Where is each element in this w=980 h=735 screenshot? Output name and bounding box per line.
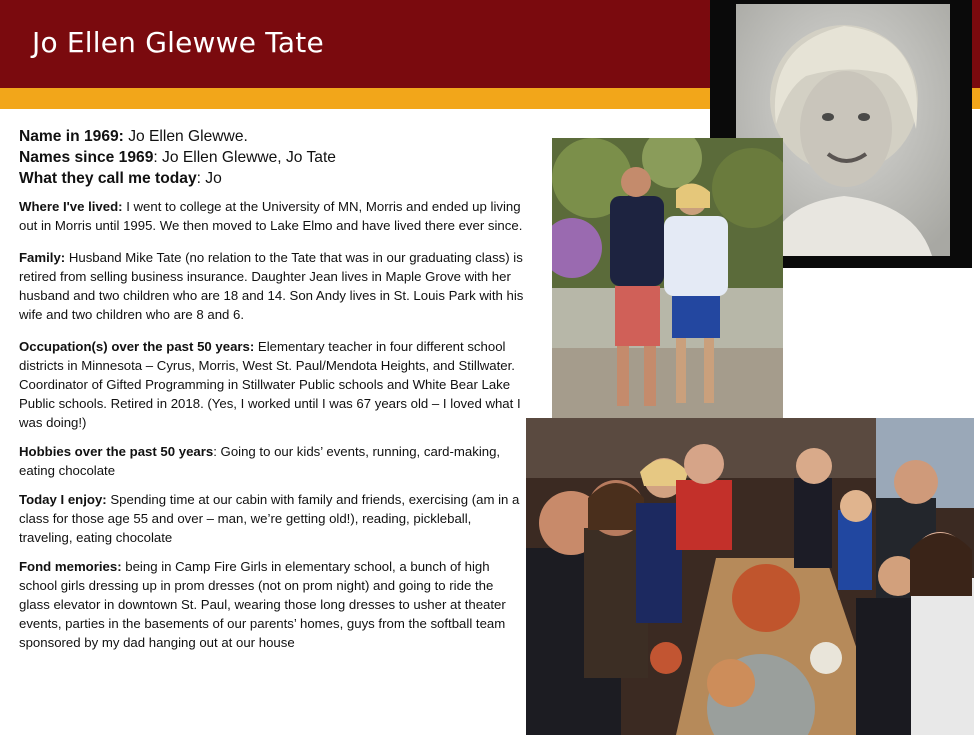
called-today-line <box>19 168 524 189</box>
hobbies-label: Hobbies over the past 50 years <box>19 444 214 459</box>
family-photo <box>526 418 974 735</box>
lived-text: I went to college at the University of MN, Morris and ended up living out in Morris until 1995. We then moved to Lake Elmo and have lived there ever since. <box>19 199 523 233</box>
called-today-label: What they call me today <box>19 170 197 187</box>
section-lived <box>19 197 524 235</box>
section-occupation <box>19 337 524 432</box>
occupation-label: Occupation(s) over the past 50 years: <box>19 339 255 354</box>
family-text: Husband Mike Tate (no relation to the Tate that was in our graduating class) is retired from selling business insurance. Daughter Jean lives in Maple Grove with her husband and two children who are 18 and 14. Son Andy lives in St. Louis Park with his wife and two children who are 8 and 6. <box>19 250 524 322</box>
family-label: Family: <box>19 250 66 265</box>
section-memories <box>19 557 524 652</box>
enjoy-text: Spending time at our cabin with family and friends, exercising (am in a class for those age 55 and over – man, we’re getting old!), reading, pickleball, traveling, eating chocolate <box>19 492 520 545</box>
lived-label: Where I've lived: <box>19 199 123 214</box>
names-since-label: Names since 1969 <box>19 149 154 166</box>
occupation-text: Elementary teacher in four different school districts in Minnesota – Cyrus, Morris, West St. Paul/Mendota Heights, and Stillwater. Coordinator of Gifted Programming in Stillwater Public schools and White Bear Lake Public schools. Retired in 2018. (Yes, I worked until I was 67 years old – I loved what I was doing!) <box>19 339 521 430</box>
names-since-value: : Jo Ellen Glewwe, Jo Tate <box>153 149 336 166</box>
enjoy-label: Today I enjoy: <box>19 492 107 507</box>
section-enjoy <box>19 490 524 547</box>
called-today-value: : Jo <box>196 170 222 187</box>
name-1969-label: Name in 1969: <box>19 128 124 145</box>
memories-label: Fond memories: <box>19 559 122 574</box>
section-hobbies <box>19 442 524 480</box>
name-1969-value: Jo Ellen Glewwe. <box>123 128 248 145</box>
name-1969-line <box>19 126 524 147</box>
page-title: Jo Ellen Glewwe Tate <box>32 26 324 59</box>
memories-text: being in Camp Fire Girls in elementary school, a bunch of high school girls dressing up in prom dresses (not on prom night) and going to ride the glass elevator in downtown St. Paul, wearing those long dresses to usher at theater events, parties in the basements of our parents’ homes, guys from the softball team sponsored by my dad hanging out at our house <box>19 559 506 650</box>
profile-text <box>19 126 524 658</box>
section-family <box>19 248 524 324</box>
couple-photo <box>552 138 783 418</box>
hobbies-text: : Going to our kids’ events, running, card-making, eating chocolate <box>19 444 501 478</box>
names-since-line <box>19 147 524 168</box>
